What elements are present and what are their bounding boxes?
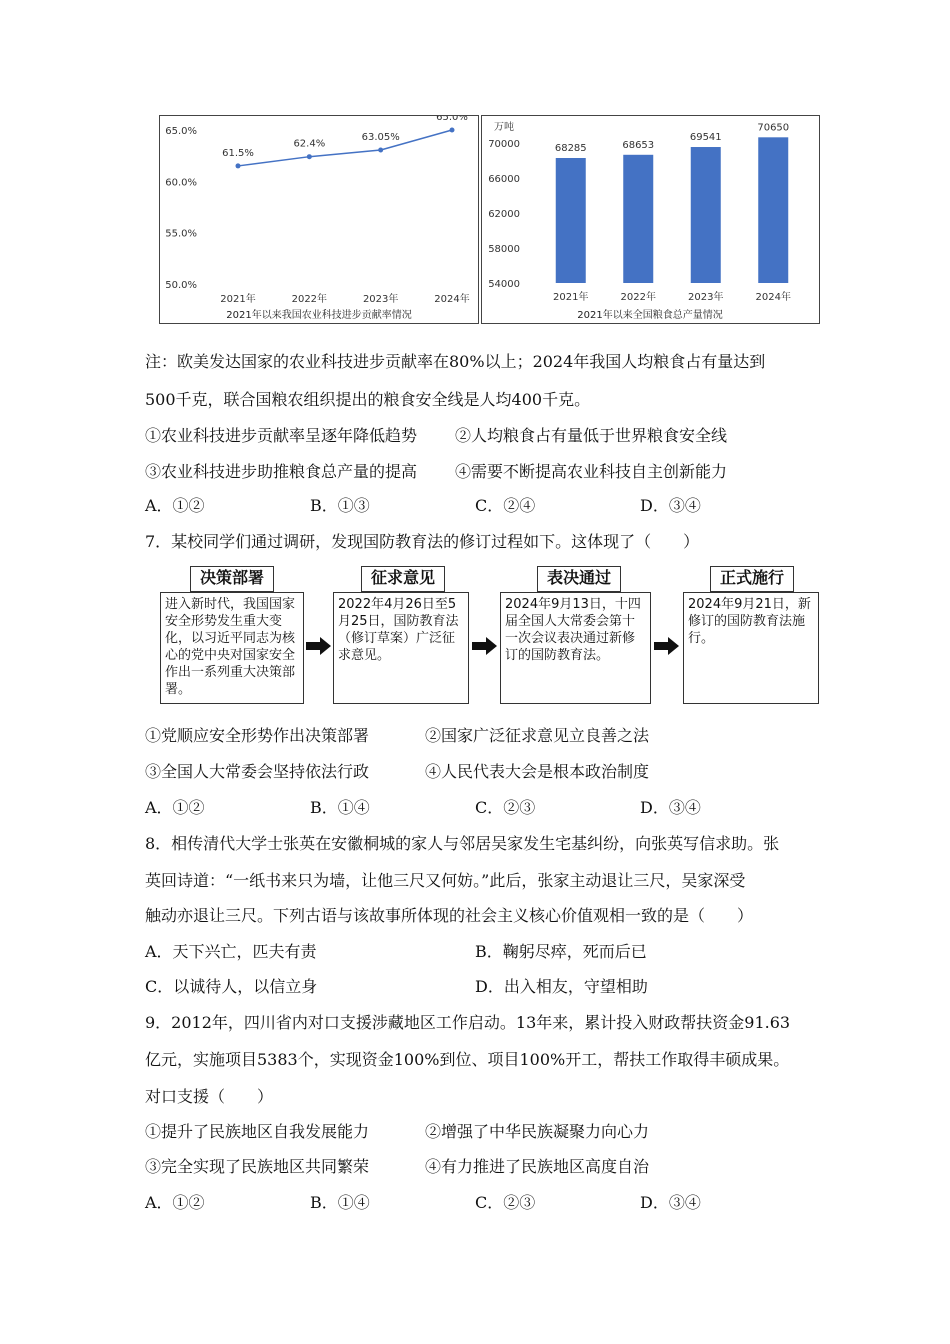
q7-option-a: A．①② <box>145 798 205 817</box>
chart-title: 2021年以来我国农业科技进步贡献率情况 <box>226 310 412 321</box>
q7-option-d: D．③④ <box>640 798 701 817</box>
x-tick-label: 2022年 <box>620 292 656 303</box>
flow-step3-title: 表决通过 <box>537 566 621 592</box>
q6-option-b: B．①③ <box>310 496 370 515</box>
q9-option-b: B．①④ <box>310 1193 370 1212</box>
q9-line1: 9．2012年，四川省内对口支援涉藏地区工作启动。13年来，累计投入财政帮扶资金91.63 <box>145 1013 791 1032</box>
q6-item2: ②人均粮食占有量低于世界粮食安全线 <box>455 426 728 445</box>
flow-arrow-3 <box>654 637 680 655</box>
q6-item3: ③农业科技进步助推粮食总产量的提高 <box>145 462 418 481</box>
flow-step2-text: 2022年4月26日至5月25日，国防教育法（修订草案）广泛征求意见。 <box>333 592 469 704</box>
data-label: 62.4% <box>293 138 326 150</box>
q6-item4: ④需要不断提高农业科技自主创新能力 <box>455 462 728 481</box>
data-point <box>236 163 241 168</box>
data-point <box>378 148 383 153</box>
chart-title: 2021年以来全国粮食总产量情况 <box>577 310 723 321</box>
q9-item1: ①提升了民族地区自我发展能力 <box>145 1122 370 1141</box>
x-tick-label: 2024年 <box>434 294 470 305</box>
flow-arrow-2 <box>472 637 498 655</box>
flow-step4-text: 2024年9月21日，新修订的国防教育法施行。 <box>683 592 819 704</box>
bar-chart <box>482 116 819 323</box>
x-tick-label: 2021年 <box>220 294 256 305</box>
q9-option-a: A．①② <box>145 1193 205 1212</box>
y-tick-label: 58000 <box>488 244 520 255</box>
line-chart <box>160 116 478 323</box>
q6-option-d: D．③④ <box>640 496 701 515</box>
y-tick-label: 66000 <box>488 174 520 185</box>
x-tick-label: 2023年 <box>362 294 399 305</box>
q9-line2: 亿元，实施项目5383个，实现资金100%到位、项目100%开工，帮扶工作取得丰硕成果。 <box>145 1050 790 1069</box>
q7-item1: ①党顺应安全形势作出决策部署 <box>145 726 370 745</box>
data-label: 65.0% <box>436 116 468 123</box>
q6-option-c: C．②④ <box>475 496 536 515</box>
y-tick-label: 65.0% <box>165 126 197 137</box>
y-tick-label: 60.0% <box>165 177 197 189</box>
q7-item4: ④人民代表大会是根本政治制度 <box>425 762 650 781</box>
data-label: 68285 <box>554 143 587 155</box>
q9-item4: ④有力推进了民族地区高度自治 <box>425 1157 650 1176</box>
q6-option-a: A．①② <box>145 496 205 515</box>
q8-line1: 8．相传清代大学士张英在安徽桐城的家人与邻居吴家发生宅基纠纷，向张英写信求助。张 <box>145 834 780 853</box>
q9-option-c: C．②③ <box>475 1193 536 1212</box>
y-tick-label: 62000 <box>488 209 520 220</box>
data-label: 61.5% <box>222 147 254 159</box>
flow-step4-title: 正式施行 <box>710 566 794 592</box>
q8-line2: 英回诗道：“一纸书来只为墙，让他三尺又何妨。”此后，张家主动退让三尺，吴家深受 <box>145 871 746 890</box>
y-tick-label: 50.0% <box>165 280 197 291</box>
q7-stem: 7．某校同学们通过调研，发现国防教育法的修订过程如下。这体现了（ ） <box>145 532 700 551</box>
q9-item3: ③完全实现了民族地区共同繁荣 <box>145 1157 370 1176</box>
flow-step1-text: 进入新时代，我国国家安全形势发生重大变化，以习近平同志为核心的党中央对国家安全作出一系列重大决策部署。 <box>160 592 304 704</box>
line-chart-panel <box>159 115 479 324</box>
data-point <box>307 154 312 159</box>
y-tick-label: 55.0% <box>165 228 197 240</box>
x-tick-label: 2024年 <box>755 292 791 303</box>
flow-step2-title: 征求意见 <box>361 566 445 592</box>
q9-line3: 对口支援（ ） <box>145 1087 274 1106</box>
data-label: 63.05% <box>361 132 400 144</box>
x-tick-label: 2022年 <box>291 294 328 305</box>
bar <box>758 137 788 283</box>
q8-option-d: D．出入相友，守望相助 <box>475 977 648 996</box>
data-label: 68653 <box>622 139 655 151</box>
q9-item2: ②增强了中华民族凝聚力向心力 <box>425 1122 650 1141</box>
q6-note-line2: 500千克，联合国粮农组织提出的粮食安全线是人均400千克。 <box>145 390 591 409</box>
x-tick-label: 2023年 <box>688 292 724 303</box>
q9-option-d: D．③④ <box>640 1193 701 1212</box>
y-axis-unit: 万吨 <box>494 122 514 133</box>
q8-option-b: B．鞠躬尽瘁，死而后已 <box>475 942 647 961</box>
q8-line3: 触动亦退让三尺。下列古语与该故事所体现的社会主义核心价值观相一致的是（ ） <box>145 906 754 925</box>
q8-option-a: A．天下兴亡，匹夫有责 <box>145 942 317 961</box>
q6-item1: ①农业科技进步贡献率呈逐年降低趋势 <box>145 426 418 445</box>
bar <box>623 155 653 283</box>
bar-chart-panel <box>481 115 820 324</box>
y-tick-label: 54000 <box>488 279 520 290</box>
data-label: 69541 <box>689 132 722 144</box>
q7-option-b: B．①④ <box>310 798 370 817</box>
q6-note-line1: 注：欧美发达国家的农业科技进步贡献率在80%以上；2024年我国人均粮食占有量达到 <box>145 352 766 371</box>
data-label: 70650 <box>757 122 790 134</box>
q8-option-c: C．以诚待人，以信立身 <box>145 977 318 996</box>
y-tick-label: 70000 <box>488 139 520 150</box>
q7-option-c: C．②③ <box>475 798 536 817</box>
data-point <box>450 128 455 133</box>
series-line <box>238 130 452 166</box>
bar <box>556 158 586 283</box>
q7-item3: ③全国人大常委会坚持依法行政 <box>145 762 370 781</box>
bar <box>691 147 721 283</box>
x-tick-label: 2021年 <box>553 292 589 303</box>
flow-arrow-1 <box>306 637 332 655</box>
flow-step3-text: 2024年9月13日，十四届全国人大常委会第十一次会议表决通过新修订的国防教育法。 <box>500 592 651 704</box>
q7-item2: ②国家广泛征求意见立良善之法 <box>425 726 650 745</box>
flow-step1-title: 决策部署 <box>190 566 274 592</box>
